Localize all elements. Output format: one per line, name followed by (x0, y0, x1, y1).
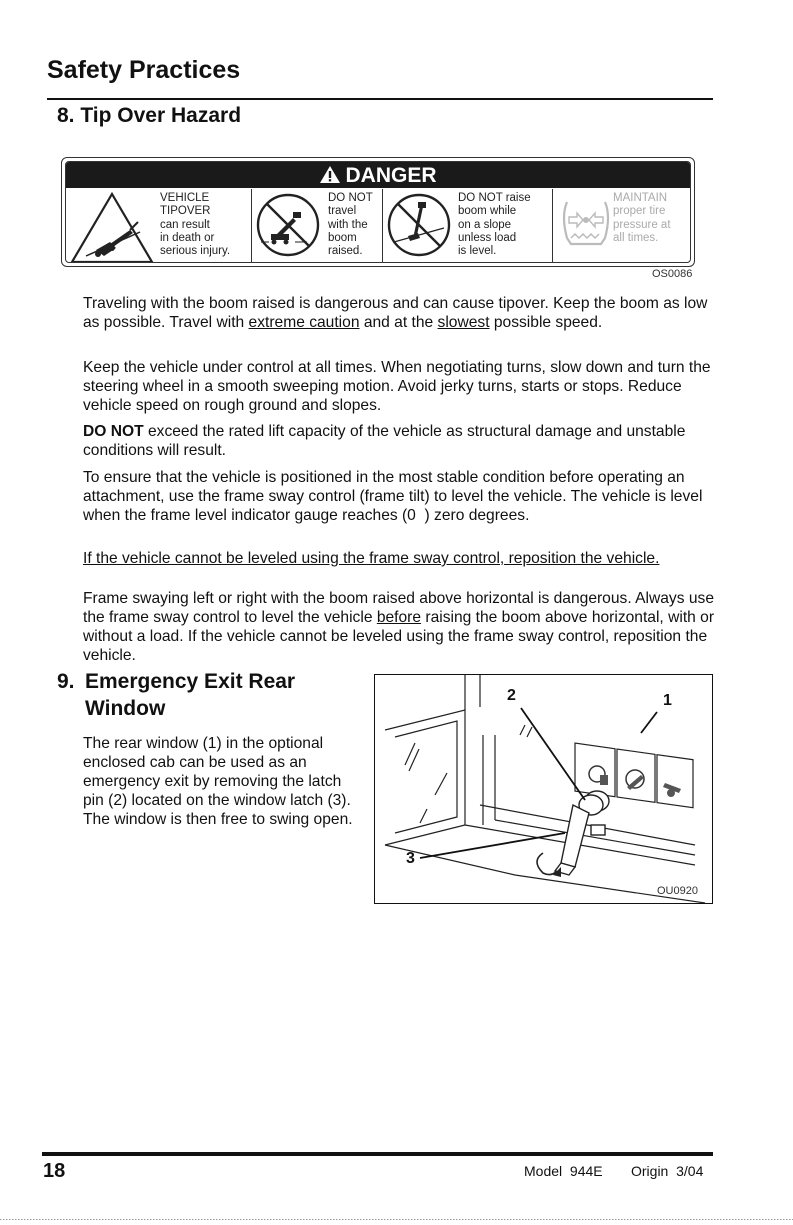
danger-banner-text: DANGER (345, 164, 437, 187)
text-run: and at the (359, 314, 438, 331)
callout-3: 3 (406, 850, 415, 867)
text-run: exceed the rated lift capacity of the vehicle as structural damage and unstable conditions will result. (83, 423, 686, 459)
label-panel-2-text: DO NOT travel with the boom raised. (328, 192, 373, 258)
callout-2: 2 (507, 687, 516, 704)
text-run: Traveling with the boom raised is dangerous and can cause tipover. Keep the boom as low as possible. Travel with (83, 295, 708, 331)
footer-divider (42, 1152, 713, 1156)
paragraph-frame-swaying (83, 589, 715, 665)
tire-pressure-icon (559, 198, 613, 248)
paragraph-lift-capacity (83, 422, 713, 460)
tipover-warning-icon (70, 192, 154, 263)
emphasis-before: before (376, 609, 422, 626)
page-number: 18 (43, 1160, 66, 1182)
page-title: Safety Practices (47, 56, 241, 84)
paragraph-frame-sway: To ensure that the vehicle is positioned in the most stable condition before operating an attachment, use the frame sway control (frame tilt) to level the vehicle. The vehicle is level when the frame level indicator gauge reaches (0 ) zero degrees. (83, 469, 703, 524)
label-panel-no-raise-slope (383, 189, 553, 262)
figure-code: OU0920 (657, 885, 698, 897)
label-panel-3-text: DO NOT raise boom while on a slope unless load is level. (458, 192, 531, 258)
no-travel-boom-raised-icon (255, 192, 321, 258)
text-run: possible speed. (489, 314, 603, 331)
text-run: raising the boom above horizontal, with or without a load. If the vehicle cannot be leveled using the frame sway control, reposition the vehicle. (83, 609, 715, 664)
footer-origin: Origin 3/04 (631, 1163, 704, 1179)
text-run: Frame swaying left or right with the boom raised above horizontal is dangerous. Always use the frame sway control to level the vehicle (83, 590, 714, 626)
label-code: OS0086 (652, 268, 693, 280)
header-divider (47, 98, 713, 100)
paragraph-boom-travel (83, 294, 713, 332)
figure-window-latch (374, 674, 713, 904)
heading-line-1: Emergency Exit Rear (85, 670, 296, 693)
bottom-edge (0, 1219, 793, 1221)
label-panel-1-text: VEHICLE TIPOVER can result in death or serious injury. (160, 192, 231, 258)
label-panel-no-travel (252, 189, 383, 262)
callout-1: 1 (663, 692, 672, 709)
label-panel-tipover (66, 189, 252, 262)
paragraph-reposition-note: If the vehicle cannot be leveled using the frame sway control, reposition the vehicle. (83, 550, 660, 567)
label-panel-tire-pressure (553, 189, 690, 262)
emphasis-slowest: slowest (437, 314, 490, 331)
section-heading-tip-over: 8. Tip Over Hazard (57, 104, 242, 127)
emphasis-do-not: DO NOT (83, 423, 144, 440)
danger-label (61, 157, 695, 267)
footer-model: Model 944E (524, 1163, 603, 1179)
heading-line-2: Window (85, 697, 166, 720)
no-raise-on-slope-icon (386, 192, 452, 258)
paragraph-vehicle-control: Keep the vehicle under control at all times. When negotiating turns, slow down and turn the steering wheel in a smooth sweeping motion. Avoid jerky turns, starts or stops. Reduce vehicle speed on rough ground and slopes. (83, 359, 711, 414)
heading-number: 9. (57, 670, 75, 693)
warning-triangle-icon (319, 165, 341, 184)
section-heading-emergency-exit (57, 668, 296, 695)
danger-banner (66, 162, 690, 188)
label-panel-4-text: MAINTAIN proper tire pressure at all times. (613, 192, 671, 244)
paragraph-emergency-exit: The rear window (1) in the optional enclosed cab can be used as an emergency exit by removing the latch pin (2) located on the window latch (3). The window is then free to swing open. (83, 735, 353, 828)
emphasis-extreme-caution: extreme caution (248, 314, 360, 331)
